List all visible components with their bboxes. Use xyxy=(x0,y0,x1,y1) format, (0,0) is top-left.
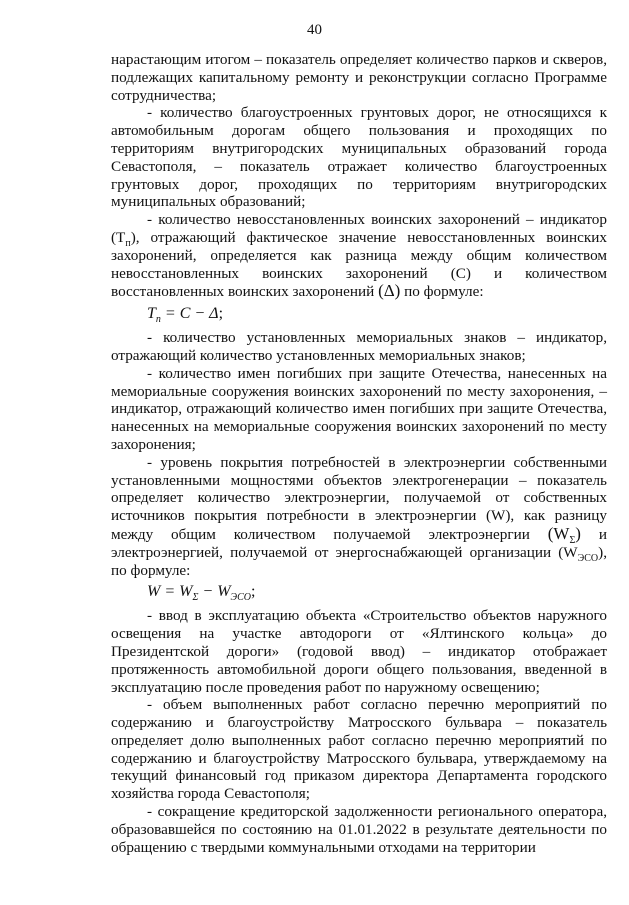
document-body xyxy=(111,51,607,856)
paragraph-matrossky-boulevard: - объем выполненных работ согласно перечню мероприятий по содержанию и благоустройству Матросского бульвара – показатель определяет долю выполненных работ согласно перечню мероприятий по содержанию и благоустройству Матросского бульвара, утверждаемому на текущий финансовый год приказом директора Департамента городского хозяйства города Севастополя; xyxy=(111,696,607,803)
paragraph-electricity: - уровень покрытия потребностей в электроэнергии собственными установленными мощностями объектов электрогенерации – показатель определяет количество электроэнергии, получаемой от собственных источников покрытия потребности в электроэнергии (W), как разницу между общим количеством получаемой электроэнергии $(W_\Sigma)$ и электроэнергией, получаемой от энергоснабжающей организации $(W_{ЭСО})$, по формуле: xyxy=(111,453,607,579)
formula-tn: $T_п = C - \Delta$; xyxy=(147,305,224,326)
paragraph-memorial-signs: - количество установленных мемориальных знаков – индикатор, отражающий количество установленных мемориальных знаков; xyxy=(111,329,607,364)
paragraph-dirt-roads: - количество благоустроенных грунтовых дорог, не относящихся к автомобильным дорогам общего пользования и проходящих по территориям внутригородских муниципальных образований города Севастополя, – показатель отражает количество благоустроенных грунтовых дорог, проходящих по территориям внутригородских муниципальных образований; xyxy=(111,104,607,211)
paragraph-parks: нарастающим итогом – показатель определяет количество парков и скверов, подлежащих капитальному ремонту и реконструкции согласно Программе сотрудничества; xyxy=(111,51,607,104)
paragraph-war-graves: - количество невосстановленных воинских захоронений – индикатор $(Т_п)$, отражающий фактическое значение невосстановленных воинских захоронений, определяется как разница между общим количеством невосстановленных воинских захоронений (С) и количеством восстановленных воинских захоронений (Δ) по формуле: xyxy=(111,211,607,301)
paragraph-street-lighting: - ввод в эксплуатацию объекта «Строительство объектов наружного освещения на участке автодороги от «Ялтинского кольца» до Президентской дороги» (годовой ввод) – индикатор отображает протяженность автомобильной дороги общего пользования, введенной в эксплуатацию после проведения работ по наружному освещению; xyxy=(111,607,607,696)
formula-w: $W = W_\Sigma - W_{ЭСО}$; xyxy=(147,583,256,604)
paragraph-debt-reduction: - сокращение кредиторской задолженности регионального оператора, образовавшейся по состоянию на 01.01.2022 в результате деятельности по обращению с твердыми коммунальными отходами на территории xyxy=(111,803,607,856)
paragraph-names-of-fallen: - количество имен погибших при защите Отечества, нанесенных на мемориальные сооружения воинских захоронений по месту захоронения, – индикатор, отражающий количество имен погибших при защите Отечества, нанесенных на мемориальные сооружения воинских захоронений по месту захоронения; xyxy=(111,364,607,453)
page-number: 40 xyxy=(307,22,322,38)
